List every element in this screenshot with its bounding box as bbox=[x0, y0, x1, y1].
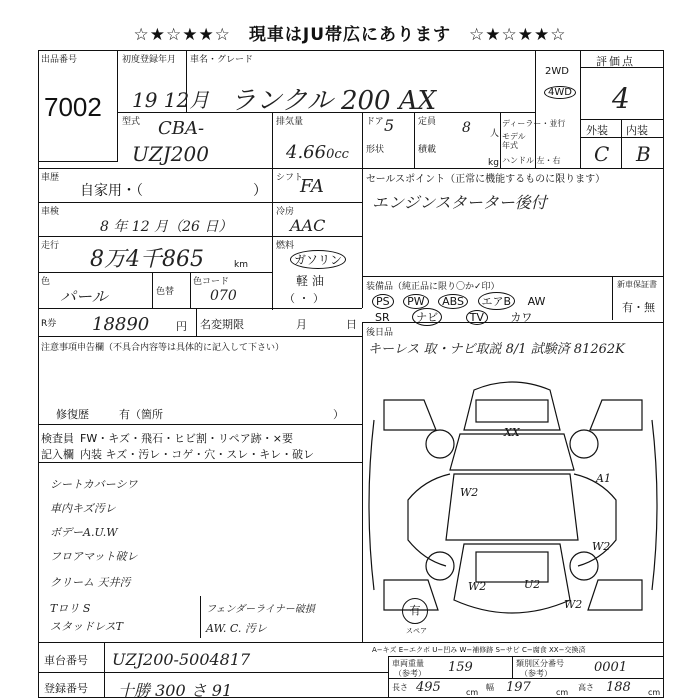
recycle-label: R券 bbox=[41, 319, 57, 329]
remark-3: フロアマット破レ bbox=[50, 550, 138, 563]
width-value: 197 bbox=[506, 680, 531, 695]
capacity-label: 定員 bbox=[418, 117, 437, 127]
lot-label: 出品番号 bbox=[41, 55, 78, 65]
extras-value: キーレス 取・ナビ取説 8/1 試験済 81262K bbox=[368, 342, 625, 357]
class-value: 0001 bbox=[594, 660, 628, 675]
equipment-label: 装備品（純正品に限り〇か✓印） bbox=[366, 282, 500, 292]
mark-a1: A1 bbox=[596, 472, 611, 485]
lot-number: 7002 bbox=[44, 92, 102, 122]
name-change-day: 日 bbox=[346, 318, 357, 331]
drive-4wd: 4WD bbox=[544, 86, 576, 99]
drive-2wd: 2WD bbox=[545, 66, 569, 77]
remark-2: ボデーA.U.W bbox=[50, 526, 118, 539]
color-code-label: 色コード bbox=[193, 277, 230, 287]
sales-point-value: エンジンスターター後付 bbox=[372, 193, 547, 212]
model-year-label: モデル年式 bbox=[502, 132, 526, 150]
color-code-value: 070 bbox=[210, 288, 237, 304]
remark-6: スタッドレスT bbox=[50, 620, 124, 633]
height-label: 高さ bbox=[578, 683, 594, 692]
name-change-month: 月 bbox=[296, 318, 307, 331]
checker-items: FW・キズ・飛石・ヒビ割・リペア跡・×要 bbox=[80, 432, 293, 445]
remark-1: 車内キズ汚レ bbox=[50, 502, 116, 515]
interior-grade: B bbox=[636, 142, 651, 166]
plate-label: 登録番号 bbox=[44, 682, 88, 695]
model-label: 型式 bbox=[122, 117, 141, 127]
exterior-grade: C bbox=[594, 142, 610, 166]
spare-label: スペア bbox=[406, 627, 427, 635]
class-ref: （参考） bbox=[520, 669, 552, 678]
mark-w2-right: W2 bbox=[592, 540, 611, 553]
interior-label: 内装 bbox=[626, 124, 648, 137]
ac-value: AAC bbox=[290, 216, 326, 235]
score-label: 評価点 bbox=[596, 55, 635, 68]
inspection-label: 車検 bbox=[41, 207, 60, 217]
name-change-label: 名変期限 bbox=[200, 318, 244, 331]
shift-label: シフト bbox=[276, 173, 304, 183]
warranty-label: 新車保証書 bbox=[617, 280, 657, 289]
length-unit: cm bbox=[466, 688, 479, 697]
chassis-value: UZJ200-5004817 bbox=[112, 650, 251, 669]
weight-label: 車両重量 bbox=[392, 659, 424, 668]
chassis-label: 車台番号 bbox=[44, 654, 88, 667]
remark-5: Tロリ S bbox=[50, 602, 91, 615]
reg-year-label: 初度登録年月 bbox=[122, 55, 177, 65]
length-label: 長さ bbox=[392, 683, 408, 692]
length-value: 495 bbox=[416, 680, 441, 695]
repair-row: 修復歴 有（箇所 ） bbox=[56, 408, 344, 421]
capacity-value: 8 bbox=[462, 120, 471, 136]
notes-label: 注意事項申告欄（不具合内容等は具体的に記入して下さい） bbox=[41, 343, 285, 353]
plate-value: 十勝 300 さ 91 bbox=[118, 681, 233, 700]
doors-label: ドア bbox=[366, 117, 384, 127]
remark-4: クリーム 天井汚 bbox=[50, 576, 131, 589]
fuel-paren: （ ・ ） bbox=[284, 292, 324, 305]
mark-xx: XX bbox=[504, 426, 520, 439]
equip-pw: PW bbox=[403, 294, 429, 309]
class-label: 類別区分番号 bbox=[516, 659, 564, 668]
load-label: 積載 bbox=[418, 145, 437, 155]
equip-leather: カワ bbox=[510, 311, 533, 324]
mileage-label: 走行 bbox=[41, 241, 60, 251]
handle-label: ハンドル 左・右 bbox=[502, 156, 561, 165]
width-unit: cm bbox=[556, 688, 569, 697]
load-unit: kg bbox=[488, 158, 499, 168]
displacement-label: 排気量 bbox=[276, 117, 304, 127]
sales-point-label: セールスポイント（正常に機能するものに限ります） bbox=[366, 174, 606, 185]
fuel-diesel: 軽 油 bbox=[296, 274, 324, 288]
doors-value: 5 bbox=[384, 116, 395, 135]
fuel-gas: ガソリン bbox=[290, 250, 346, 269]
color-change-label: 色替 bbox=[156, 287, 175, 297]
recycle-unit: 円 bbox=[176, 320, 187, 333]
damage-legend: A−キズ E−エクボ U−凹み W−補修跡 S−サビ C−腐食 XX−交換済 bbox=[372, 646, 586, 654]
spare-stamp: 有 bbox=[402, 598, 428, 624]
width-label: 幅 bbox=[486, 683, 494, 692]
entry-label: 記入欄 bbox=[41, 448, 74, 461]
equip-airbag: エアB bbox=[478, 292, 516, 310]
car-name-value: ランクル 200 AX bbox=[230, 86, 437, 116]
weight-ref: （参考） bbox=[394, 669, 426, 678]
ac-label: 冷房 bbox=[276, 207, 295, 217]
color-label: 色 bbox=[41, 277, 51, 287]
equip-aw: AW bbox=[527, 295, 546, 308]
dealer-label: ディーラー・並行 bbox=[502, 119, 566, 128]
equip-abs: ABS bbox=[438, 294, 468, 309]
equipment-row-2 bbox=[372, 308, 535, 326]
height-value: 188 bbox=[606, 680, 631, 695]
remark-right-0: フェンダーライナー破損 bbox=[206, 604, 315, 615]
height-unit: cm bbox=[648, 688, 661, 697]
equip-navi: ナビ bbox=[412, 308, 442, 326]
entry-items: 内装 キズ・汚レ・コゲ・穴・スレ・キレ・破レ bbox=[80, 448, 315, 461]
model-value-2: UZJ200 bbox=[132, 142, 209, 166]
mark-u2: U2 bbox=[524, 578, 541, 591]
warranty-value: 有・無 bbox=[622, 301, 655, 314]
banner: ☆★☆★★☆ 現車はJU帯広にあります ☆★☆★★☆ bbox=[133, 25, 567, 45]
fuel-label: 燃料 bbox=[276, 241, 295, 251]
displacement-value: 4.660cc bbox=[286, 142, 349, 163]
weight-value: 159 bbox=[448, 660, 473, 675]
equip-ps: PS bbox=[372, 294, 394, 309]
recycle-value: 18890 bbox=[92, 314, 150, 335]
car-name-label: 車名・グレード bbox=[190, 55, 254, 65]
mileage-unit: km bbox=[234, 260, 248, 270]
checker-label: 検査員 bbox=[41, 432, 74, 445]
remark-0: シートカバーシワ bbox=[50, 478, 138, 491]
mileage-value: 8万4千865 bbox=[90, 247, 204, 272]
extras-label: 後日品 bbox=[366, 328, 394, 338]
equip-tv: TV bbox=[466, 310, 488, 325]
mark-w2-rear-left: W2 bbox=[468, 580, 487, 593]
mark-w2-rear-right: W2 bbox=[564, 598, 583, 611]
shape-label: 形状 bbox=[366, 145, 385, 155]
shift-value: FA bbox=[300, 176, 324, 197]
equip-sr: SR bbox=[375, 311, 390, 324]
remark-right-1: AW. C. 汚レ bbox=[206, 622, 267, 635]
capacity-unit: 人 bbox=[490, 129, 500, 139]
score-value: 4 bbox=[612, 82, 630, 115]
history-value: 自家用・（ ） bbox=[80, 183, 267, 199]
exterior-label: 外装 bbox=[586, 124, 608, 137]
history-label: 車歴 bbox=[41, 173, 60, 183]
mark-w2-left: W2 bbox=[460, 486, 479, 499]
inspection-value: 8 年 12 月（26 日） bbox=[100, 219, 233, 235]
model-value-1: CBA- bbox=[158, 118, 205, 139]
color-value: パール bbox=[60, 287, 108, 306]
reg-year-value: 19 12月 bbox=[132, 88, 210, 112]
